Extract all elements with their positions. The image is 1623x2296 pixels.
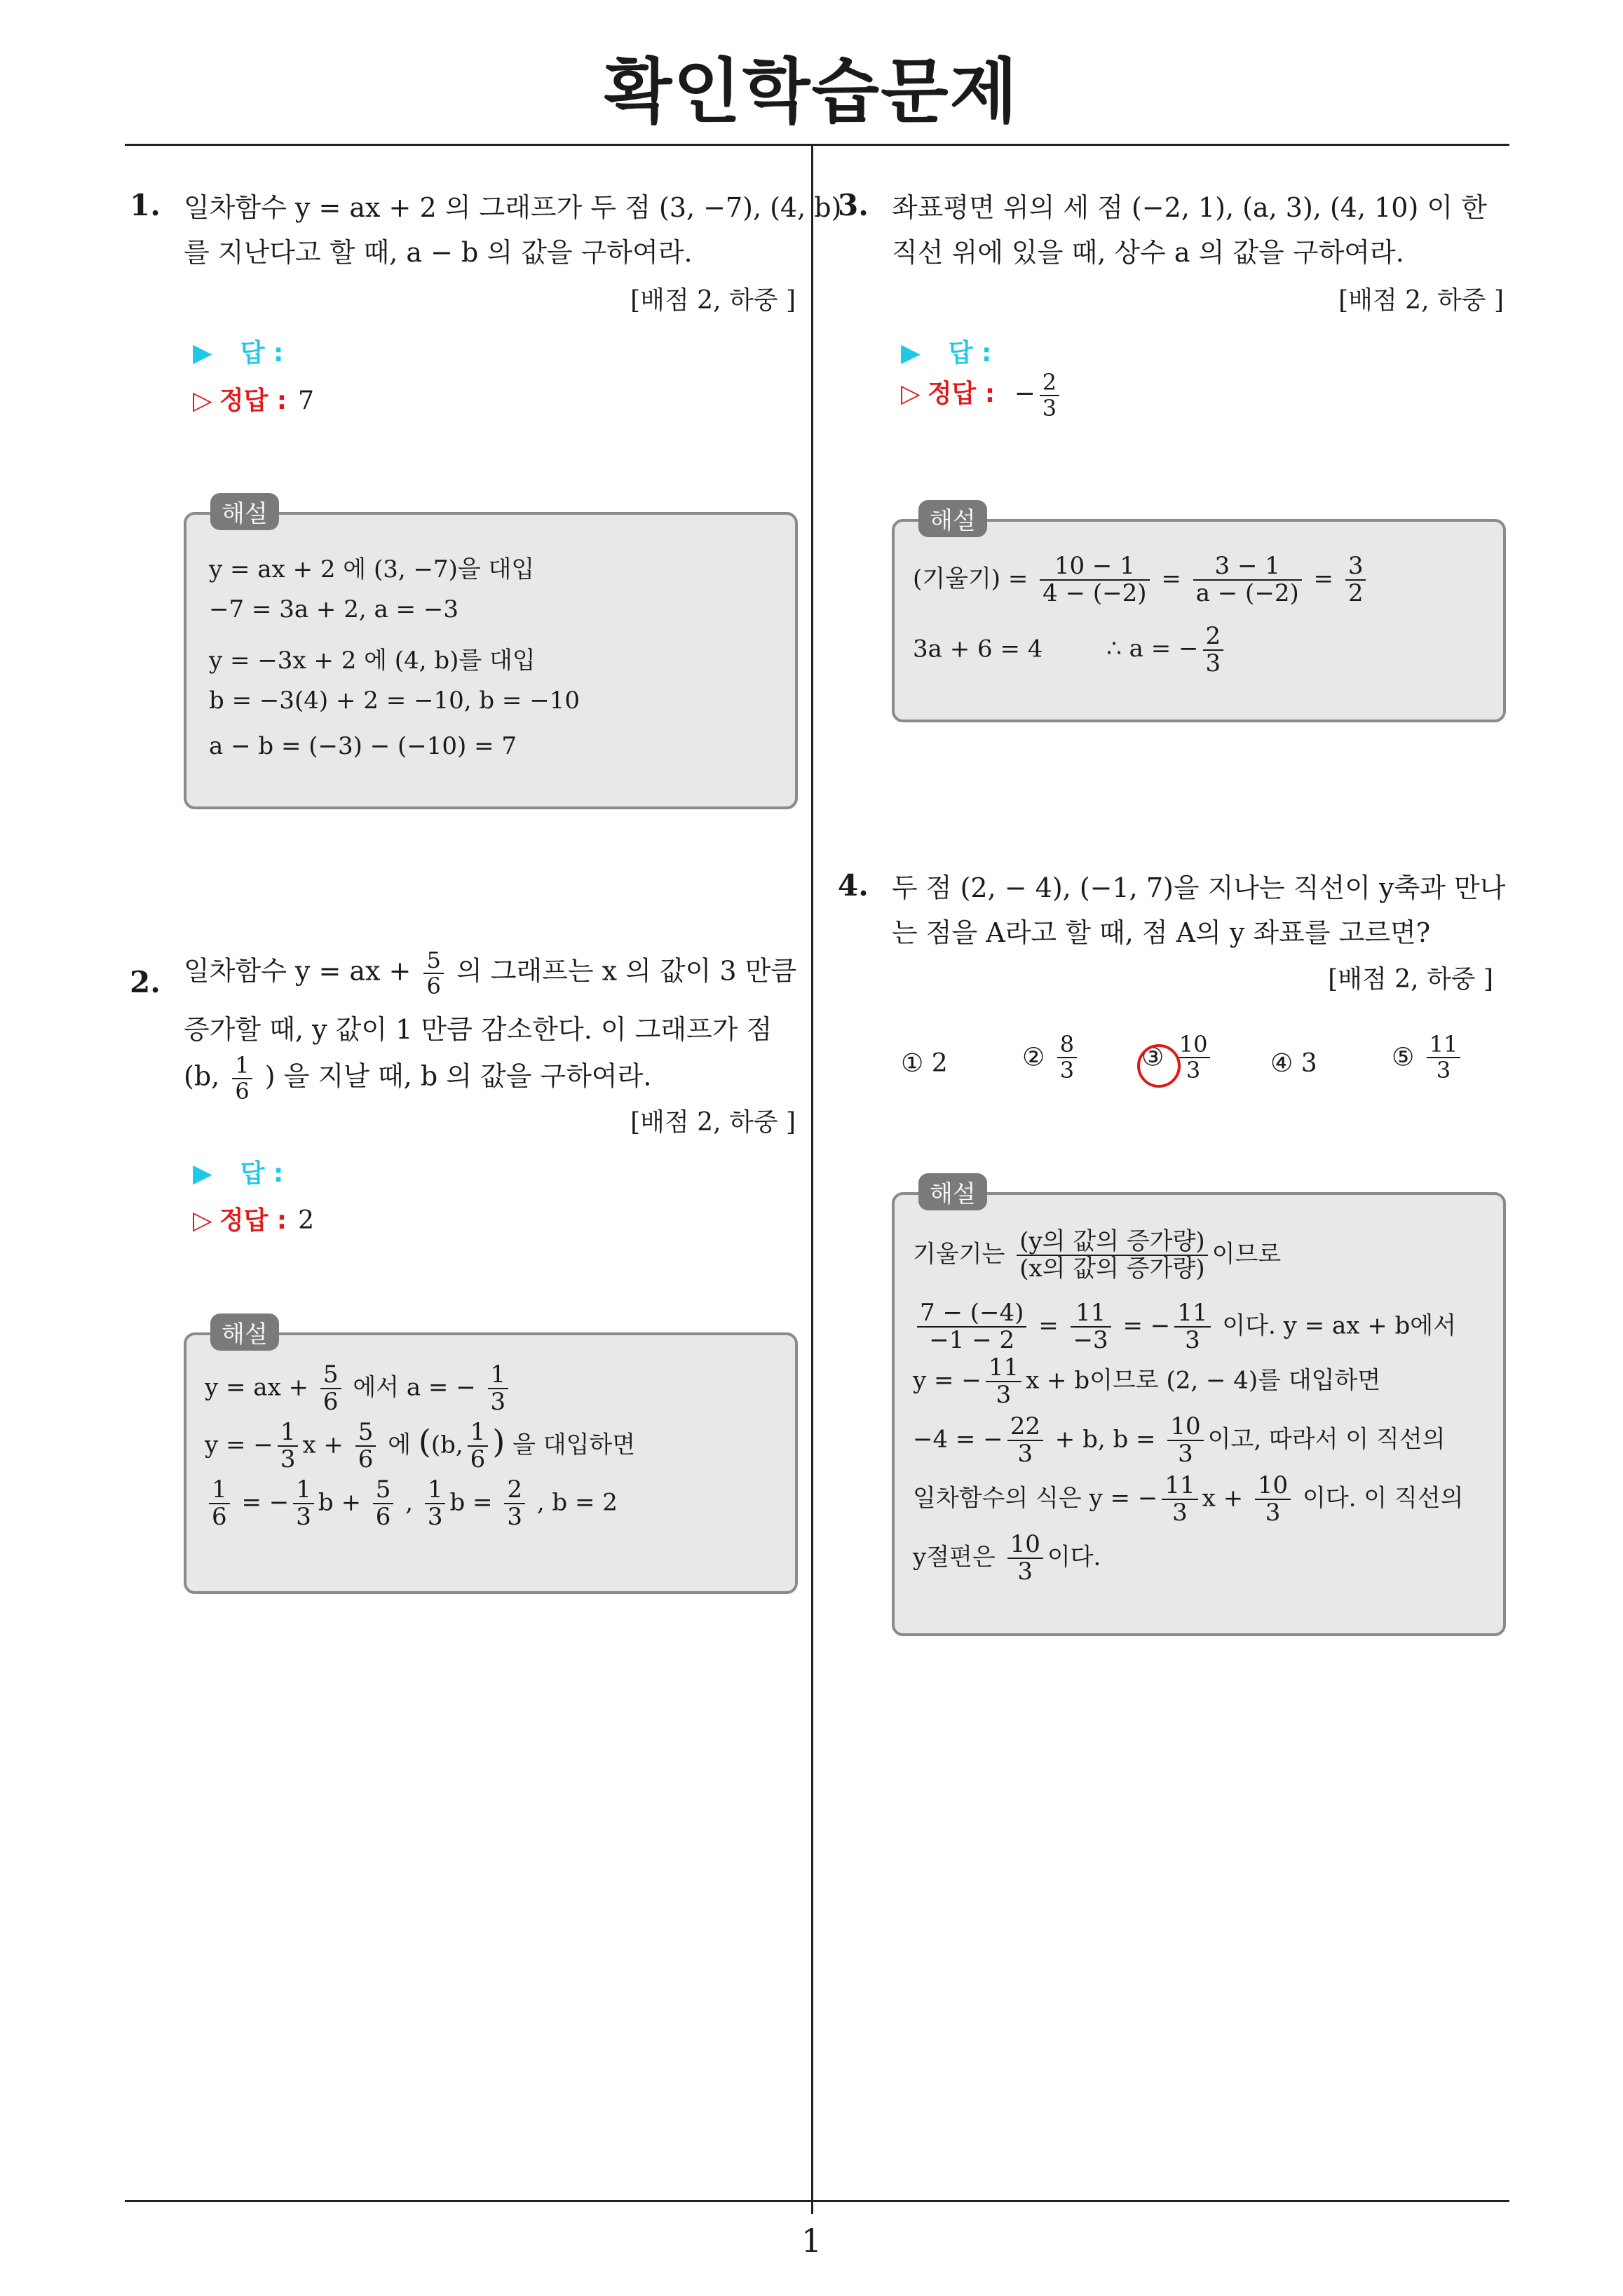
column-divider (811, 145, 813, 2214)
explain-line: $\frac{1}{6}$ = − $\frac{1}{3}$ b + $\frac{5}{6}$ , $\frac{1}{3}$ b = $\frac{2}{3}$ , b = 2 (205, 1477, 618, 1531)
question-line: 일차함수 y = ax + 2 의 그래프가 두 점 (3, −7), (4, b) (184, 192, 842, 223)
explain-line: y = ax + 2 에 (3, −7)을 대입 (209, 555, 535, 583)
correct-label: 정답 : (927, 379, 996, 409)
explain-line: a − b = (−3) − (−10) = 7 (209, 732, 517, 760)
problem-number: 3. (838, 188, 869, 222)
score-meta: [배점 2, 하중 ] (630, 1108, 796, 1137)
page-number: 1 (801, 2222, 822, 2260)
answer-label: 답 : (240, 339, 284, 367)
choice-1[interactable]: ① 2 (901, 1049, 948, 1078)
answer-row[interactable] (193, 1154, 283, 1189)
question-line: 를 지난다고 할 때, a − b 의 값을 구하여라. (184, 237, 693, 268)
question-line: 일차함수 y = ax + $\frac{5}{6}$ 의 그래프는 x 의 값이 3 만큼 (184, 947, 797, 1000)
explanation-tag: 해설 (918, 500, 987, 537)
correct-answer-row (901, 370, 1064, 421)
answer-label: 답 : (948, 339, 992, 367)
explain-line: 3a + 6 = 4 ∴ a = − $\frac{2}{3}$ (913, 623, 1228, 677)
explain-line: $\frac{7 - (-4)}{-1 - 2}$ = $\frac{11}{-3}$ = − $\frac{11}{3}$ 이다. y = ax + b에서 (913, 1300, 1456, 1354)
play-icon: ▶ (901, 339, 921, 367)
play-outline-icon: ▷ (901, 379, 921, 409)
question-line: 는 점을 A라고 할 때, 점 A의 y 좌표를 고르면? (892, 917, 1431, 948)
explain-line: (기울기) = $\frac{10 - 1}{4 - (-2)}$ = $\frac{3 - 1}{a - (-2)}$ = $\frac{3}{2}$ (913, 553, 1370, 607)
answer-row[interactable] (901, 333, 991, 369)
correct-label: 정답 : (219, 1206, 287, 1235)
explain-line: −4 = − $\frac{22}{3}$ + b, b = $\frac{10}{3}$ 이고, 따라서 이 직선의 (913, 1412, 1446, 1468)
answer-row[interactable] (193, 333, 283, 369)
explain-line: y절편은 $\frac{10}{3}$ 이다. (913, 1530, 1101, 1586)
play-outline-icon: ▷ (193, 1206, 212, 1235)
correct-value: 2 (298, 1206, 315, 1235)
correct-answer-row (193, 381, 314, 417)
explanation-box (184, 512, 798, 809)
correct-value: 7 (298, 386, 315, 415)
play-icon: ▶ (193, 339, 212, 367)
explanation-tag: 해설 (210, 1314, 279, 1351)
selected-choice-marker (1137, 1044, 1181, 1088)
question-line: 증가할 때, y 값이 1 만큼 감소한다. 이 그래프가 점 (184, 1014, 773, 1045)
explanation-box (184, 1332, 798, 1594)
correct-label: 정답 : (219, 386, 287, 415)
question-line: (b, $\frac{1}{6}$ ) 을 지날 때, b 의 값을 구하여라. (184, 1052, 652, 1105)
explain-line: y = −3x + 2 에 (4, b)를 대입 (209, 647, 536, 675)
explanation-tag: 해설 (918, 1173, 987, 1210)
explain-line: y = − $\frac{11}{3}$ x + b이므로 (2, − 4)를 대입하면 (913, 1353, 1381, 1410)
choice-2[interactable]: ② $\frac{8}{3}$ (1022, 1032, 1081, 1083)
correct-answer-row (193, 1201, 314, 1236)
problem-number: 4. (838, 868, 869, 903)
explain-line: b = −3(4) + 2 = −10, b = −10 (209, 687, 580, 715)
answer-label: 답 : (240, 1159, 284, 1188)
explanation-box (892, 519, 1506, 722)
question-line: 직선 위에 있을 때, 상수 a 의 값을 구하여라. (892, 237, 1404, 268)
question-line: 좌표평면 위의 세 점 (−2, 1), (a, 3), (4, 10) 이 한 (892, 192, 1487, 223)
score-meta: [배점 2, 하중 ] (1328, 965, 1493, 994)
explain-line: 일차함수의 식은 y = − $\frac{11}{3}$ x + $\frac{10}{3}$ 이다. 이 직선의 (913, 1471, 1464, 1527)
explanation-tag: 해설 (210, 493, 279, 530)
top-rule (125, 144, 1509, 146)
explain-line: −7 = 3a + 2, a = −3 (209, 595, 459, 623)
choice-5[interactable]: ⑤ $\frac{11}{3}$ (1392, 1032, 1465, 1083)
page-title: 확인학습문제 (604, 50, 1019, 133)
score-meta: [배점 2, 하중 ] (630, 286, 796, 315)
play-outline-icon: ▷ (193, 386, 212, 415)
score-meta: [배점 2, 하중 ] (1338, 286, 1504, 315)
problem-number: 2. (130, 965, 161, 999)
question-line: 두 점 (2, − 4), (−1, 7)을 지나는 직선이 y축과 만나 (892, 872, 1506, 903)
explain-line: y = ax + $\frac{5}{6}$ 에서 a = − $\frac{1}{3}$ (205, 1362, 512, 1416)
correct-value: − $\frac{2}{3}$ (1014, 379, 1064, 408)
explain-line: y = − $\frac{1}{3}$ x + $\frac{5}{6}$ 에 ((b, $\frac{1}{6}$ ) 을 대입하면 (205, 1418, 636, 1474)
play-icon: ▶ (193, 1159, 212, 1188)
problem-number: 1. (130, 188, 161, 222)
explanation-box (892, 1192, 1506, 1636)
explain-line: 기울기는 $\frac{\text{(y의 값의 증가량)}}{\text{(x의 값의 증가량)}}$ 이므로 (913, 1227, 1282, 1283)
choice-3[interactable]: ③ $\frac{10}{3}$ (1141, 1032, 1214, 1083)
bottom-rule (125, 2200, 1509, 2202)
choice-4[interactable]: ④ 3 (1270, 1049, 1317, 1078)
